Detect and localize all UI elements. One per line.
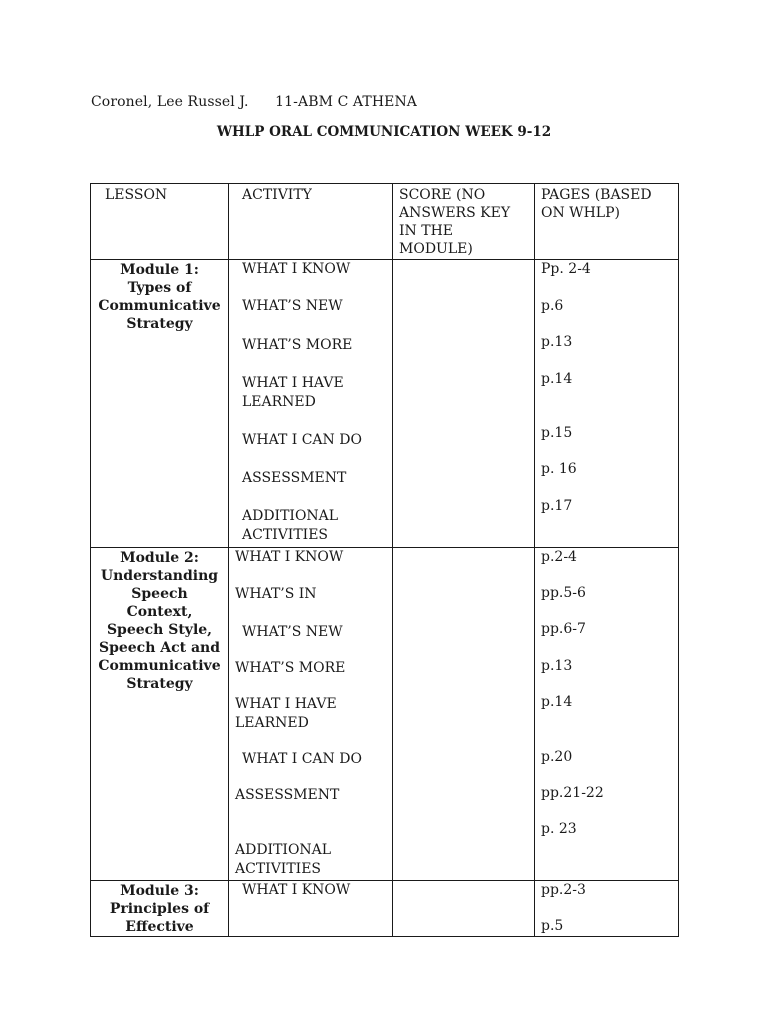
lesson-cell: Module 2: Understanding Speech Context, Speech Style, Speech Act and Communicative Strategy <box>91 548 229 881</box>
whlp-table <box>90 183 679 937</box>
activity-item: ADDITIONAL ACTIVITIES <box>235 842 332 877</box>
header-lesson: LESSON <box>91 184 229 260</box>
activity-cell <box>229 548 393 881</box>
header-score: SCORE (NO ANSWERS KEY IN THE MODULE) <box>393 184 535 260</box>
document-title: WHLP ORAL COMMUNICATION WEEK 9-12 <box>216 124 552 140</box>
activity-item: WHAT’S MORE <box>235 660 346 676</box>
header-activity: ACTIVITY <box>229 184 393 260</box>
activity-item: WHAT I HAVE LEARNED <box>235 696 337 731</box>
lesson-cell: Module 1: Types of Communicative Strategy <box>91 260 229 548</box>
activity-item: WHAT I KNOW <box>235 549 344 565</box>
page-ref: p.14 <box>541 371 573 387</box>
activity-item: WHAT I CAN DO <box>242 432 362 448</box>
score-cell <box>393 881 535 937</box>
page-ref: p.2-4 <box>541 549 577 565</box>
activity-cell <box>229 260 393 548</box>
page-ref: p.6 <box>541 298 564 314</box>
pages-cell <box>535 548 679 881</box>
page-ref: p.13 <box>541 658 573 674</box>
header-pages: PAGES (BASED ON WHLP) <box>535 184 679 260</box>
lesson-cell: Module 3: Principles of Effective <box>91 881 229 937</box>
activity-item: WHAT’S IN <box>235 586 317 602</box>
student-name: Coronel, Lee Russel J. <box>91 94 249 110</box>
table-row-module-1 <box>91 260 679 548</box>
score-cell <box>393 260 535 548</box>
page-ref: p. 16 <box>541 461 577 477</box>
activity-item: WHAT’S NEW <box>242 298 343 314</box>
page-ref: p.15 <box>541 425 573 441</box>
page-ref: pp.21-22 <box>541 785 604 801</box>
activity-item: WHAT I KNOW <box>242 261 351 277</box>
activity-item: WHAT I CAN DO <box>242 751 362 767</box>
activity-item: WHAT’S MORE <box>242 337 353 353</box>
student-class: 11-ABM C ATHENA <box>275 94 418 110</box>
activity-item: WHAT I HAVE LEARNED <box>242 375 344 410</box>
activity-item: WHAT’S NEW <box>242 624 343 640</box>
page-ref: p.5 <box>541 918 564 934</box>
activity-item: ASSESSMENT <box>242 470 347 486</box>
page-ref: pp.2-3 <box>541 882 586 898</box>
table-row-module-3 <box>91 881 679 937</box>
activity-item: ASSESSMENT <box>235 787 340 803</box>
score-cell <box>393 548 535 881</box>
activity-item: ADDITIONAL ACTIVITIES <box>242 508 339 543</box>
page-ref: pp.5-6 <box>541 585 586 601</box>
pages-cell <box>535 260 679 548</box>
page-ref: Pp. 2-4 <box>541 261 591 277</box>
student-header <box>91 94 417 110</box>
page-ref: p.17 <box>541 498 573 514</box>
page-ref: p.20 <box>541 749 573 765</box>
pages-cell <box>535 881 679 937</box>
activity-item: WHAT I KNOW <box>242 882 351 898</box>
table-row-module-2 <box>91 548 679 881</box>
page-ref: p.13 <box>541 334 573 350</box>
table-header-row <box>91 184 679 260</box>
activity-cell <box>229 881 393 937</box>
page-ref: p. 23 <box>541 821 577 837</box>
page-ref: pp.6-7 <box>541 621 586 637</box>
page-ref: p.14 <box>541 694 573 710</box>
